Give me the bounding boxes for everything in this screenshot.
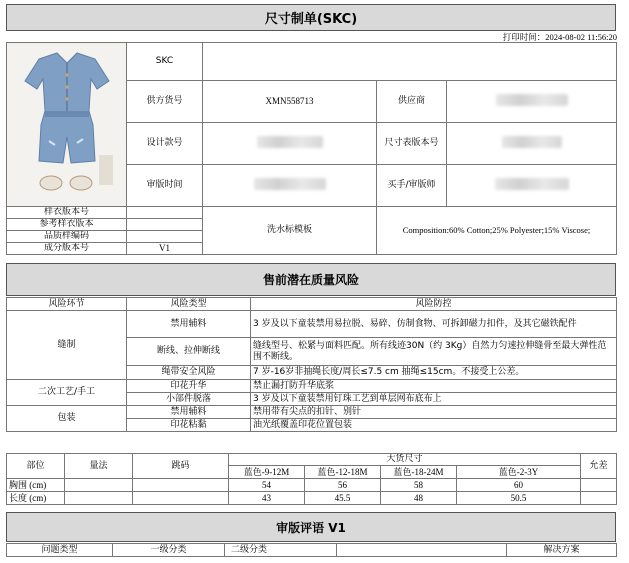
risk-control: 禁用带有尖点的扣针、别针 xyxy=(251,406,617,419)
review-section-title-text: 审版评语 V1 xyxy=(276,520,346,535)
size-col-tolerance: 允差 xyxy=(581,454,617,479)
risk-control: 禁止漏打防升华底浆 xyxy=(251,380,617,393)
redacted-block xyxy=(257,136,323,148)
size-part: 胸围 (cm) xyxy=(7,479,65,492)
size-jump xyxy=(133,479,229,492)
review-table xyxy=(6,543,617,557)
size-header: 蓝色-2-3Y xyxy=(457,466,581,479)
size-table-version-value xyxy=(447,123,617,165)
size-table-version-label: 尺寸表版本号 xyxy=(377,123,447,165)
size-tolerance xyxy=(581,479,617,492)
reference-sample-version-label: 参考样衣版本 xyxy=(7,219,127,231)
version-table xyxy=(6,206,617,255)
risk-type: 禁用辅料 xyxy=(127,311,251,338)
review-col-level1: 一级分类 xyxy=(113,544,225,557)
size-part: 长度 (cm) xyxy=(7,492,65,505)
product-image xyxy=(9,45,125,201)
size-table xyxy=(6,453,617,505)
risk-stage-secondary-process: 二次工艺/手工 xyxy=(7,380,127,406)
risk-col-control: 风险防控 xyxy=(251,298,617,311)
skc-value xyxy=(203,43,617,81)
review-time-label: 审版时间 xyxy=(127,165,203,207)
product-info-table xyxy=(6,42,617,207)
risk-col-type: 风险类型 xyxy=(127,298,251,311)
redacted-block xyxy=(496,94,568,106)
supplier-no-value: XMN558713 xyxy=(203,81,377,123)
redacted-block xyxy=(502,136,562,148)
print-time-value: 2024-08-02 11:56:20 xyxy=(545,32,617,42)
review-col-issue-type: 问题类型 xyxy=(7,544,113,557)
size-header: 蓝色-18-24M xyxy=(381,466,457,479)
risk-type: 印花升华 xyxy=(127,380,251,393)
sample-version-value xyxy=(127,207,203,219)
supplier-value xyxy=(447,81,617,123)
size-value: 54 xyxy=(229,479,305,492)
risk-control: 油光纸覆盖印花位置包装 xyxy=(251,419,617,432)
review-col-level2: 二级分类 xyxy=(225,544,337,557)
size-method xyxy=(65,492,133,505)
finished-version-value: V1 xyxy=(127,243,203,255)
risk-type: 绳带安全风险 xyxy=(127,366,251,380)
risk-stage-sewing: 缝制 xyxy=(7,311,127,380)
risk-col-stage: 风险环节 xyxy=(7,298,127,311)
print-time-label: 打印时间： xyxy=(502,32,546,42)
buyer-reviewer-label: 买手/审版师 xyxy=(377,165,447,207)
table-row xyxy=(7,492,617,505)
risk-control: 3 岁及以下童装禁用钉珠工艺到单层网布底布上 xyxy=(251,393,617,406)
sample-version-label: 样衣版本号 xyxy=(7,207,127,219)
review-col-solution: 解决方案 xyxy=(507,544,617,557)
review-section-title xyxy=(6,512,616,542)
quality-sample-code-label: 品质样编码 xyxy=(7,231,127,243)
size-value: 60 xyxy=(457,479,581,492)
product-photo xyxy=(7,43,127,207)
redacted-block xyxy=(495,178,569,190)
risk-type: 印花粘黏 xyxy=(127,419,251,432)
risk-control: 3 岁及以下童装禁用易拉脱、易碎、仿制食物、可拆卸磁力扣件，及其它磁铁配件 xyxy=(251,311,617,338)
risk-table xyxy=(6,297,617,432)
page-title-text: 尺寸制单(SKC) xyxy=(264,12,358,27)
size-group-label: 大货尺寸 xyxy=(229,454,581,466)
wash-label-template: 洗水标模板 xyxy=(203,207,377,255)
reference-sample-version-value xyxy=(127,219,203,231)
table-row xyxy=(7,479,617,492)
design-no-value xyxy=(203,123,377,165)
supplier-label: 供应商 xyxy=(377,81,447,123)
risk-type: 禁用辅料 xyxy=(127,406,251,419)
size-value: 58 xyxy=(381,479,457,492)
review-time-value xyxy=(203,165,377,207)
risk-type: 断线、拉伸断线 xyxy=(127,338,251,366)
quality-sample-code-value xyxy=(127,231,203,243)
size-value: 43 xyxy=(229,492,305,505)
size-header: 蓝色-12-18M xyxy=(305,466,381,479)
size-method xyxy=(65,479,133,492)
size-col-part: 部位 xyxy=(7,454,65,479)
size-value: 45.5 xyxy=(305,492,381,505)
size-tolerance xyxy=(581,492,617,505)
finished-version-label: 成分版本号 xyxy=(7,243,127,255)
buyer-reviewer-value xyxy=(447,165,617,207)
page-title xyxy=(6,4,616,31)
design-no-label: 设计款号 xyxy=(127,123,203,165)
composition-text: Composition:60% Cotton;25% Polyester;15% Viscose; xyxy=(377,207,617,255)
size-value: 50.5 xyxy=(457,492,581,505)
redacted-block xyxy=(254,178,326,190)
size-col-jump: 跳码 xyxy=(133,454,229,479)
review-col-blank xyxy=(337,544,507,557)
skc-label: SKC xyxy=(127,43,203,81)
size-jump xyxy=(133,492,229,505)
risk-section-title-text: 售前潜在质量风险 xyxy=(262,273,359,287)
size-value: 56 xyxy=(305,479,381,492)
risk-section-title xyxy=(6,263,616,296)
risk-type: 小部件脱落 xyxy=(127,393,251,406)
risk-stage-packaging: 包装 xyxy=(7,406,127,432)
size-col-method: 量法 xyxy=(65,454,133,479)
size-value: 48 xyxy=(381,492,457,505)
size-header: 蓝色-9-12M xyxy=(229,466,305,479)
risk-control: 缝线型号、松紧与面料匹配。所有线迹30N（约 3Kg）自然力匀速拉伸缝骨至最大弹性范围不断线。 xyxy=(251,338,617,366)
supplier-no-label: 供方货号 xyxy=(127,81,203,123)
risk-control: 7 岁-16岁非抽绳长度/周长≤7.5 cm 抽绳≤15cm。不接受上公差。 xyxy=(251,366,617,380)
